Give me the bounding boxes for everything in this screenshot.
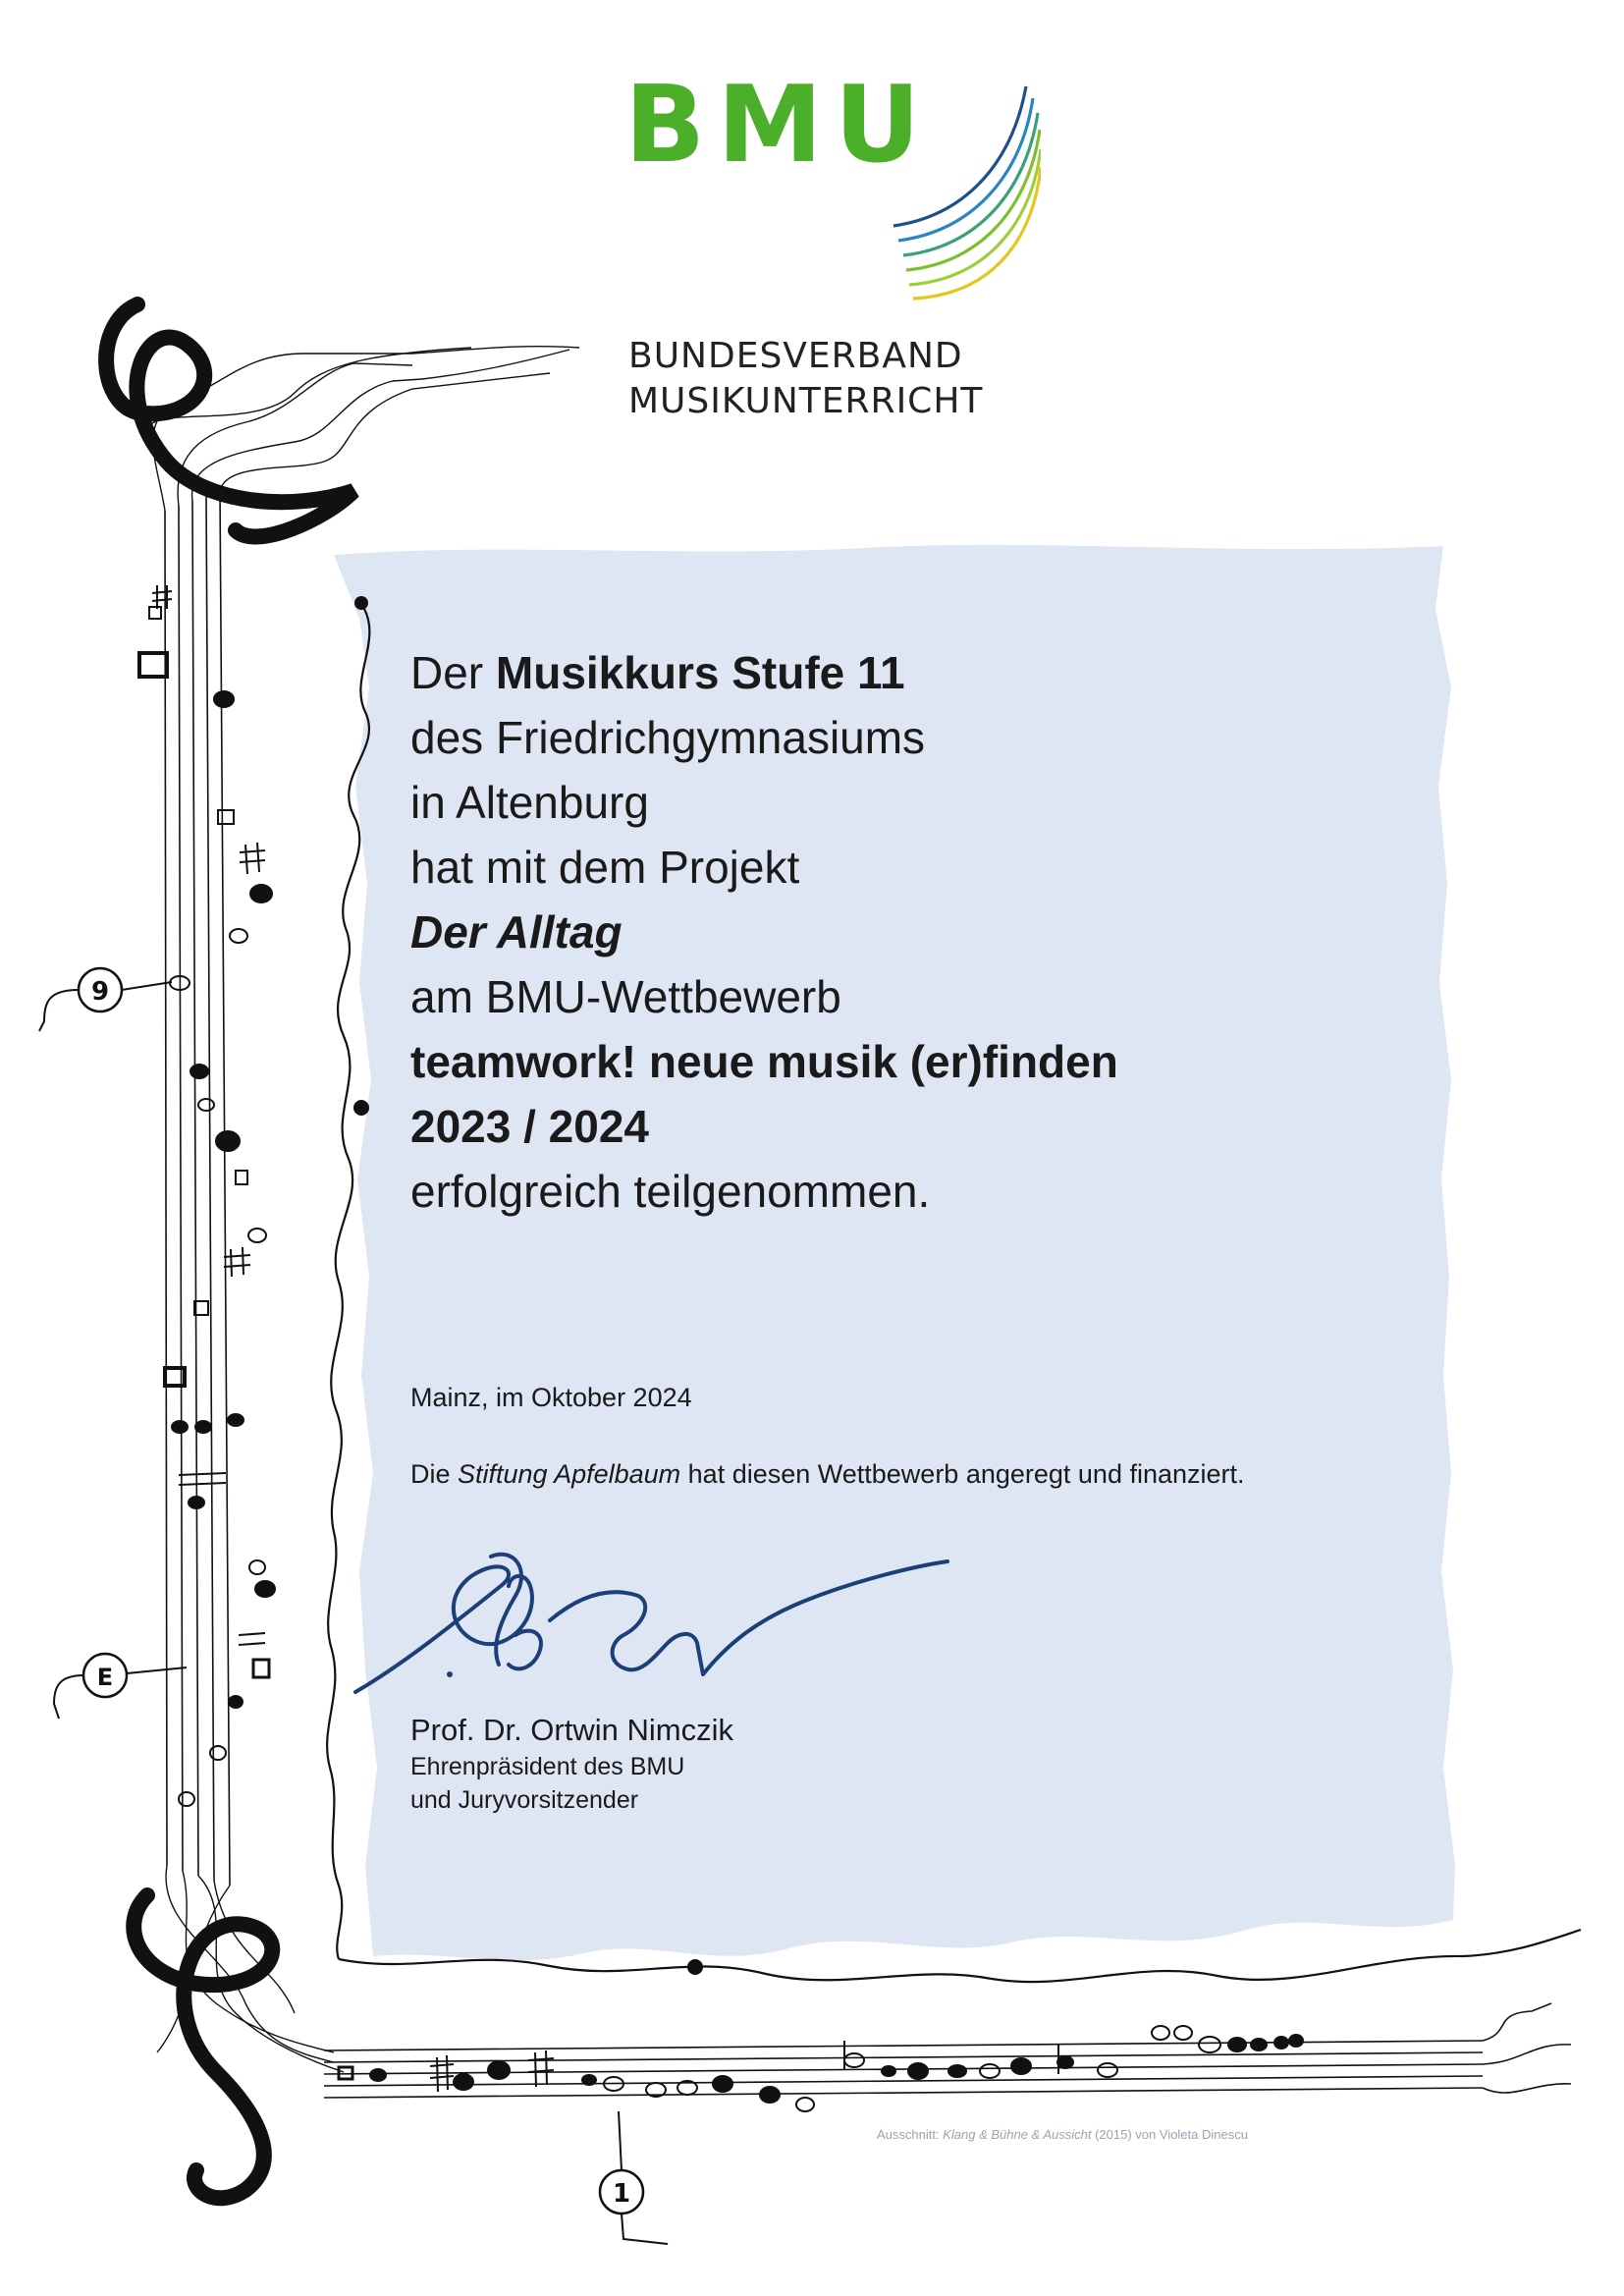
signer-block bbox=[410, 1711, 733, 1817]
signer-role-line1: Ehrenpräsident des BMU bbox=[410, 1753, 685, 1780]
score-marker-9 bbox=[39, 968, 172, 1031]
competition-years: 2023 / 2024 bbox=[410, 1101, 650, 1152]
city-line: in Altenburg bbox=[410, 777, 649, 828]
horizontal-staff-notes bbox=[339, 2026, 1303, 2111]
logo-name-line1: BUNDESVERBAND bbox=[628, 336, 963, 376]
handwritten-signature bbox=[344, 1527, 952, 1714]
artwork-title: Klang & Bühne & Aussicht bbox=[943, 2127, 1092, 2142]
group-name: Musikkurs Stufe 11 bbox=[495, 647, 905, 698]
funding-note: Die Stiftung Apfelbaum hat diesen Wettbewerb angeregt und finanziert. bbox=[410, 1459, 1245, 1489]
signer-name: Prof. Dr. Ortwin Nimczik bbox=[410, 1713, 733, 1747]
signer-role-line2: und Juryvorsitzender bbox=[410, 1786, 639, 1814]
treble-clef-top bbox=[106, 304, 353, 536]
certificate-text bbox=[410, 640, 1373, 1224]
project-title: Der Alltag bbox=[410, 906, 623, 957]
competition-intro-line: am BMU-Wettbewerb bbox=[410, 971, 841, 1022]
project-intro-line: hat mit dem Projekt bbox=[410, 842, 800, 893]
bmu-logo bbox=[609, 64, 1031, 432]
logo-organization-name bbox=[628, 334, 983, 424]
artwork-credit: Ausschnitt: Klang & Bühne & Aussicht (2015) von Violeta Dinescu bbox=[877, 2127, 1248, 2142]
foundation-name: Stiftung Apfelbaum bbox=[458, 1459, 681, 1489]
horizontal-staff bbox=[324, 2003, 1571, 2098]
competition-name: teamwork! neue musik (er)finden bbox=[410, 1036, 1118, 1087]
svg-text:9: 9 bbox=[90, 977, 110, 1007]
logo-swoosh-icon bbox=[746, 69, 1041, 324]
participation-line: erfolgreich teilgenommen. bbox=[410, 1166, 931, 1217]
school-line: des Friedrichgymnasiums bbox=[410, 712, 926, 763]
place-date: Mainz, im Oktober 2024 bbox=[410, 1383, 692, 1412]
certificate-line-1: Der Musikkurs Stufe 11 bbox=[410, 647, 905, 698]
logo-letters: BMU bbox=[624, 64, 933, 187]
score-marker-1 bbox=[600, 2111, 668, 2244]
svg-text:E: E bbox=[96, 1664, 114, 1691]
svg-text:1: 1 bbox=[612, 2179, 631, 2209]
treble-clef-bottom bbox=[134, 1895, 272, 2198]
logo-name-line2: MUSIKUNTERRICHT bbox=[628, 381, 984, 421]
